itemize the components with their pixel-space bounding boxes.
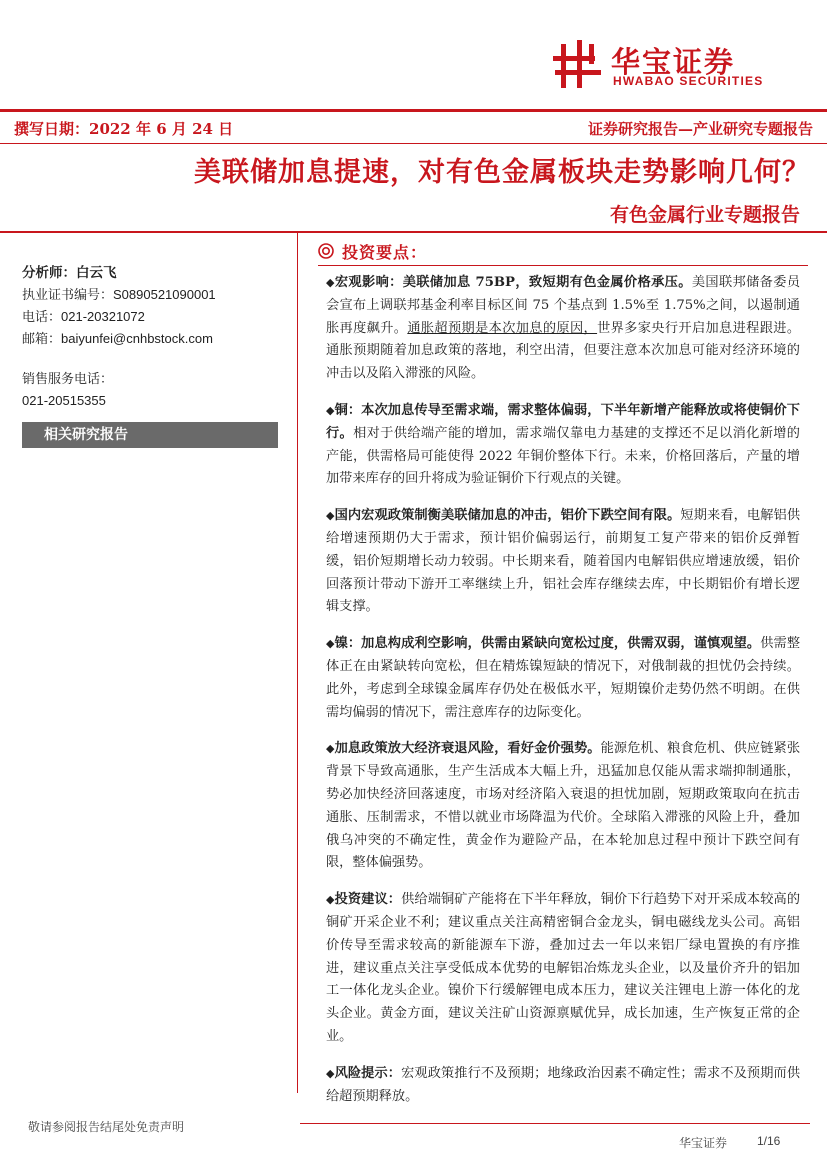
key-point-text: 供需整体正在由紧缺转向宽松，但在精炼镍短缺的情况下，对俄制裁的担忧仍会持续。此外，考虑到全球镍金属库存仍处在极低水平，短期镍价走势仍然不明朗。在供需均偏弱的情况下，需注意库存的边际变化。 xyxy=(326,636,801,720)
key-point-nickel xyxy=(326,633,800,724)
diamond-bullet-icon: ◆ xyxy=(326,893,335,907)
analyst-phone: 电话：021-20321072 xyxy=(22,309,145,324)
key-point-copper xyxy=(326,400,800,491)
footer-rule xyxy=(300,1123,810,1124)
analyst-license: 执业证书编号：S0890521090001 xyxy=(22,287,216,302)
key-point-lead: 投资建议： xyxy=(334,892,402,908)
analyst-email: 邮箱：baiyunfei@cnhbstock.com xyxy=(22,331,213,346)
brand-name-cn: 华宝证券 xyxy=(611,45,736,79)
key-point-aluminum xyxy=(326,505,800,619)
hwabao-logo-icon xyxy=(553,38,603,92)
page-subtitle: 有色金属行业专题报告 xyxy=(609,204,800,226)
key-point-text: 世界多家央行开启加息进程跟进。通胀预期随着加息政策的落地，利空出清，但要注意本次加息可能对经济环境的冲击以及陷入滞涨的风险。 xyxy=(326,320,801,382)
diamond-bullet-icon: ◆ xyxy=(326,403,335,417)
key-point-lead: 风险提示： xyxy=(334,1065,402,1081)
key-point-lead: 国内宏观政策制衡美联储加息的冲击，铝价下跌空间有限。 xyxy=(334,508,681,524)
brand-name-en: HWABAO SECURITIES xyxy=(613,74,764,88)
key-points-title: 投资要点： xyxy=(342,243,428,262)
key-point-lead: 铜：本次加息传导至需求端，需求整体偏弱，下半年新增产能释放或将使铜价下行。 xyxy=(326,402,800,441)
footer-disclaimer: 敬请参阅报告结尾处免责声明 xyxy=(28,1120,185,1134)
key-points-body xyxy=(326,272,800,1122)
key-point-lead: 镍：加息构成利空影响，供需由紧缺向宽松过度，供需双弱，谨慎观望。 xyxy=(334,636,761,652)
key-point-macro xyxy=(326,272,800,386)
diamond-bullet-icon: ◆ xyxy=(326,742,335,756)
diamond-bullet-icon: ◆ xyxy=(326,276,335,289)
footer-brand: 华宝证券 xyxy=(679,1136,728,1150)
key-point-text: 供给端铜矿产能将在下半年释放，铜价下行趋势下对开采成本较高的铜矿开采企业不利；建议重点关注高精密铜合金龙头，铜电磁线龙头公司。高铝价传导至需求较高的新能源车下游，叠加过去一年以来铝厂绿电置换的有序推进，建议重点关注享受低成本优势的电解铝冶炼龙头企业，以及量价齐升的铝加工一体化龙头企业。镍价下行缓解锂电成本压力，建议关注锂电上游一体化的龙头企业。黄金方面，建议关注矿山资源禀赋优异，成长加速，生产恢复正常的企业。 xyxy=(326,892,801,1044)
analyst-sidebar xyxy=(22,262,284,412)
column-divider xyxy=(297,233,298,1093)
page-title: 美联储加息提速，对有色金属板块走势影响几何？ xyxy=(194,157,810,188)
analyst-name: 分析师：白云飞 xyxy=(22,265,117,281)
key-point-text: 能源危机、粮食危机、供应链紧张背景下导致高通胀，生产生活成本大幅上升，迅猛加息仅能从需求端抑制通胀，势必加快经济回落速度，市场对经济陷入衰退的担忧加剧，短期政策取向在抗击通胀、压制需求，不惜以就业市场降温为代价。全球陷入滞涨的风险上升，叠加俄乌冲突的不确定性，黄金作为避险产品，在本轮加息过程中预计下跌空间有限，整体偏强势。 xyxy=(326,741,801,871)
key-point-gold xyxy=(326,738,800,875)
header-rule xyxy=(0,109,827,112)
key-point-underline: 通胀超预期是本次加息的原因， xyxy=(407,320,598,336)
key-point-text: 相对于供给端产能的增加，需求端仅靠电力基建的支撑还不足以消化新增的产能，供需格局可能使得 2022 年铜价整体下行。未来，价格回落后，产量的增加带来库存的回升将成为验证铜价下行观点的关键。 xyxy=(326,425,800,487)
brand-logo xyxy=(553,38,793,92)
diamond-bullet-icon: ◆ xyxy=(326,1066,335,1080)
key-point-lead: 宏观影响：美联储加息 75BP，致短期有色金属价格承压。 xyxy=(334,275,692,290)
page-number: 1/16 xyxy=(757,1134,781,1148)
report-series: 证券研究报告—产业研究专题报告 xyxy=(587,120,813,138)
key-point-text: 宏观政策推行不及预期；地缘政治因素不确定性；需求不及预期而供给超预期释放。 xyxy=(326,1065,801,1104)
key-points-rule xyxy=(318,265,808,266)
key-point-text: 短期来看，电解铝供给增速预期仍大于需求，预计铝价偏弱运行，前期复工复产带来的铝价反弹暂缓，铝价短期增长动力较弱。中长期来看，随着国内电解铝供应增速放缓，铝价回落预计带动下游开工率继续上升，铝社会库存继续去库，中长期铝价有增长逻辑支撑。 xyxy=(326,508,801,615)
sales-label: 销售服务电话： xyxy=(22,371,114,386)
key-point-risk xyxy=(326,1063,800,1109)
report-date: 撰写日期：2022 年 6 月 24 日 xyxy=(14,120,234,138)
key-point-investment xyxy=(326,889,800,1049)
related-reports-heading: 相关研究报告 xyxy=(22,422,278,448)
sales-phone: 021-20515355 xyxy=(22,393,106,408)
subtitle-rule xyxy=(0,231,827,233)
diamond-bullet-icon: ◆ xyxy=(326,637,335,651)
diamond-bullet-icon: ◆ xyxy=(326,509,335,523)
key-point-lead: 加息政策放大经济衰退风险，看好金价强势。 xyxy=(334,741,601,757)
target-icon xyxy=(318,243,334,259)
title-rule xyxy=(0,143,827,144)
key-point-text: 美国联邦储备委员会宣布上调联邦基金利率目标区间 75 个基点到 1.5%至 1.75%之间，以遏制通胀再度飙升。 xyxy=(326,275,801,336)
